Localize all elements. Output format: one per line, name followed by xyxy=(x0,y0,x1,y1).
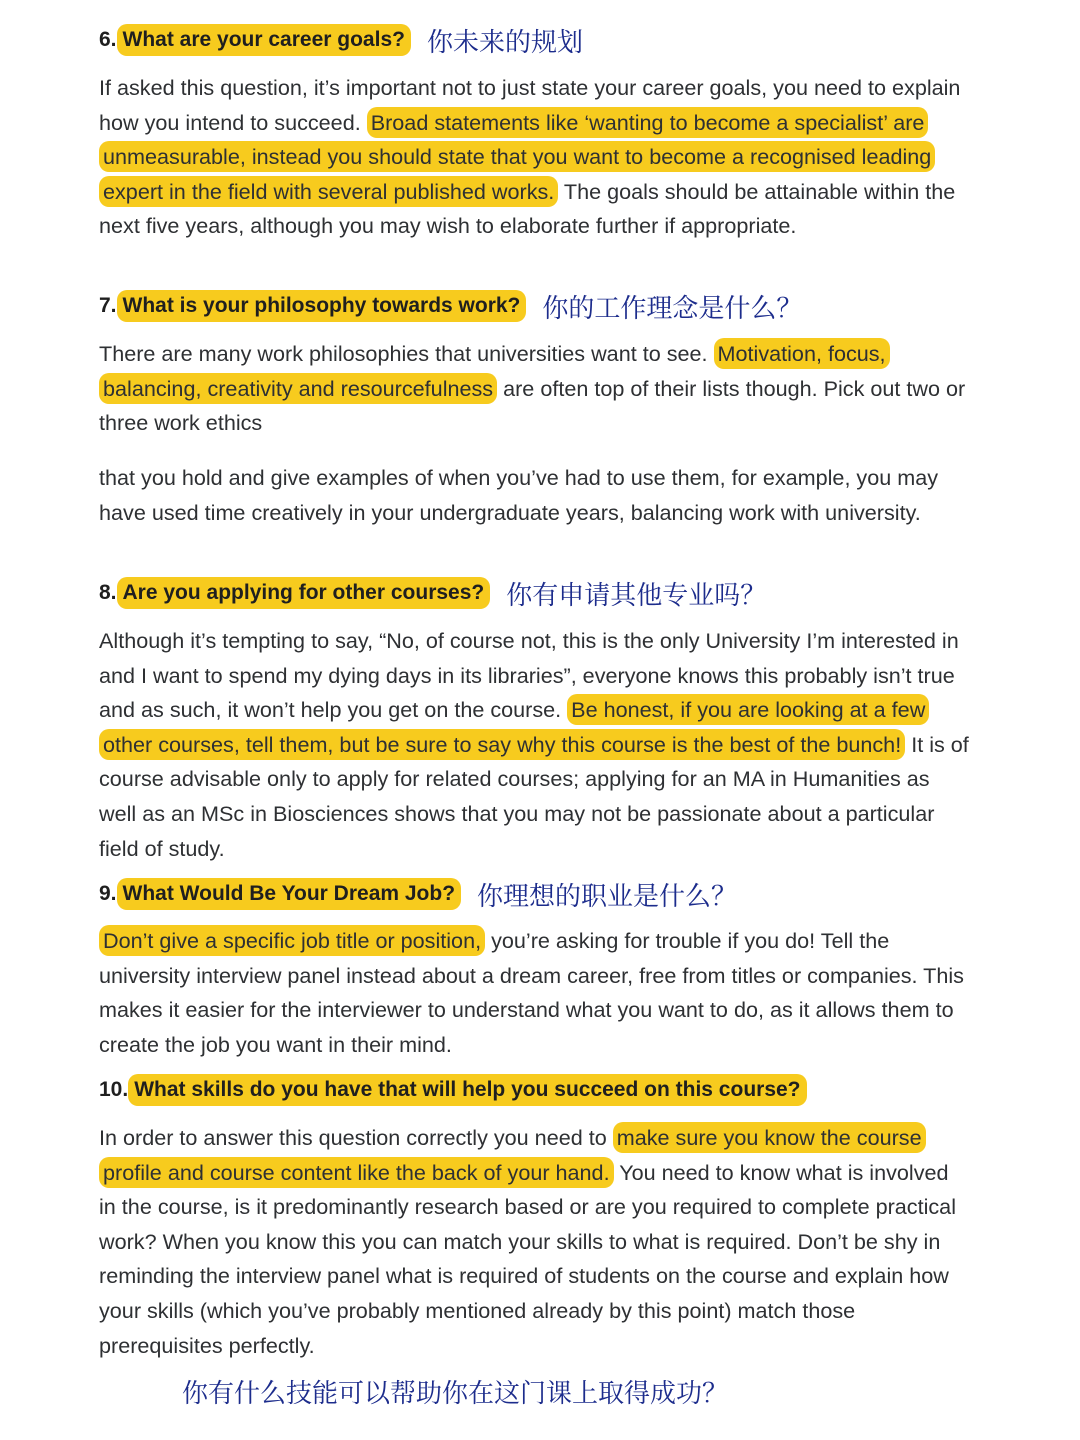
highlighted-answer-text: make sure you know the course profile and course content like the back of your hand. xyxy=(99,1122,926,1188)
question-title: Are you applying for other courses? xyxy=(117,577,491,609)
question-number: 9. xyxy=(99,882,117,905)
heading-q10 xyxy=(99,1070,807,1110)
heading-q9 xyxy=(99,874,737,914)
question-title: What Would Be Your Dream Job? xyxy=(117,878,462,910)
answer-paragraph-q8 xyxy=(99,624,969,866)
answer-paragraph-q7-continued: that you hold and give examples of when you’ve had to use them, for example, you may have used time creatively in your undergraduate years, balancing work with university. xyxy=(99,465,939,525)
question-title: What is your philosophy towards work? xyxy=(117,290,527,322)
chinese-translation: 你未来的规划 xyxy=(426,27,583,58)
highlighted-answer-text: Motivation, focus, balancing, creativity and resourcefulness xyxy=(99,338,890,404)
question-title: What skills do you have that will help you succeed on this course? xyxy=(128,1074,806,1106)
highlighted-answer-text: Don’t give a specific job title or position, xyxy=(99,925,485,956)
question-number: 8. xyxy=(99,581,117,604)
heading-q8 xyxy=(99,573,766,613)
answer-text: are often top of their lists though. Pick out two or three work ethics xyxy=(99,375,966,436)
chinese-translation: 你理想的职业是什么？ xyxy=(477,881,738,912)
question-number: 7. xyxy=(99,294,117,317)
highlighted-answer-text: Broad statements like ‘wanting to become a specialist’ are unmeasurable, instead you should state that you want to become a recognised leading expert in the field with several published works. xyxy=(99,107,935,207)
answer-text: In order to answer this question correctly you need to xyxy=(99,1125,607,1150)
answer-paragraph-q6 xyxy=(99,71,969,244)
highlighted-answer-text: Be honest, if you are looking at a few other courses, tell them, but be sure to say why this course is the best of the bunch! xyxy=(99,694,929,760)
answer-paragraph-q9 xyxy=(99,924,969,1062)
chinese-translation: 你的工作理念是什么？ xyxy=(542,293,803,324)
chinese-translation: 你有申请其他专业吗？ xyxy=(506,580,767,611)
answer-text: Although it’s tempting to say, “No, of course not, this is the only University I’m interested in and I want to spend my dying days in its libraries”, everyone knows this probably isn’t true and as such, it won’t help you get on the course. xyxy=(99,628,959,723)
answer-paragraph-q10 xyxy=(99,1121,969,1363)
answer-text: It is of course advisable only to apply for related courses; applying for an MA in Humanities as well as an MSc in Biosciences shows that you may not be passionate about a particular field of study. xyxy=(99,731,969,861)
answer-text: The goals should be attainable within the next five years, although you may wish to elaborate further if appropriate. xyxy=(99,178,956,239)
answer-text: If asked this question, it’s important not to just state your career goals, you need to explain how you intend to succeed. xyxy=(99,75,961,135)
answer-text: There are many work philosophies that universities want to see. xyxy=(99,341,708,366)
question-title: What are your career goals? xyxy=(117,24,411,56)
answer-text: you’re asking for trouble if you do! Tell the university interview panel instead about a dream career, free from titles or companies. This makes it easier for the interviewer to understand what you want to do, as it allows them to create the job you want in their mind. xyxy=(99,928,964,1057)
heading-q6 xyxy=(99,20,583,60)
answer-text: You need to know what is involved in the course, is it predominantly research based or are you required to complete practical work? When you know this you can match your skills to what is required. Don’t be shy in reminding the interview panel what is required of students on the course and explain how your skills (which you’ve probably mentioned already by this point) match those prerequisites perfectly. xyxy=(99,1159,956,1358)
answer-paragraph-q7 xyxy=(99,337,969,441)
heading-q7 xyxy=(99,286,802,326)
question-number: 6. xyxy=(99,28,117,51)
chinese-translation-q10: 你有什么技能可以帮助你在这门课上取得成功？ xyxy=(182,1379,729,1409)
question-number: 10. xyxy=(99,1078,129,1101)
